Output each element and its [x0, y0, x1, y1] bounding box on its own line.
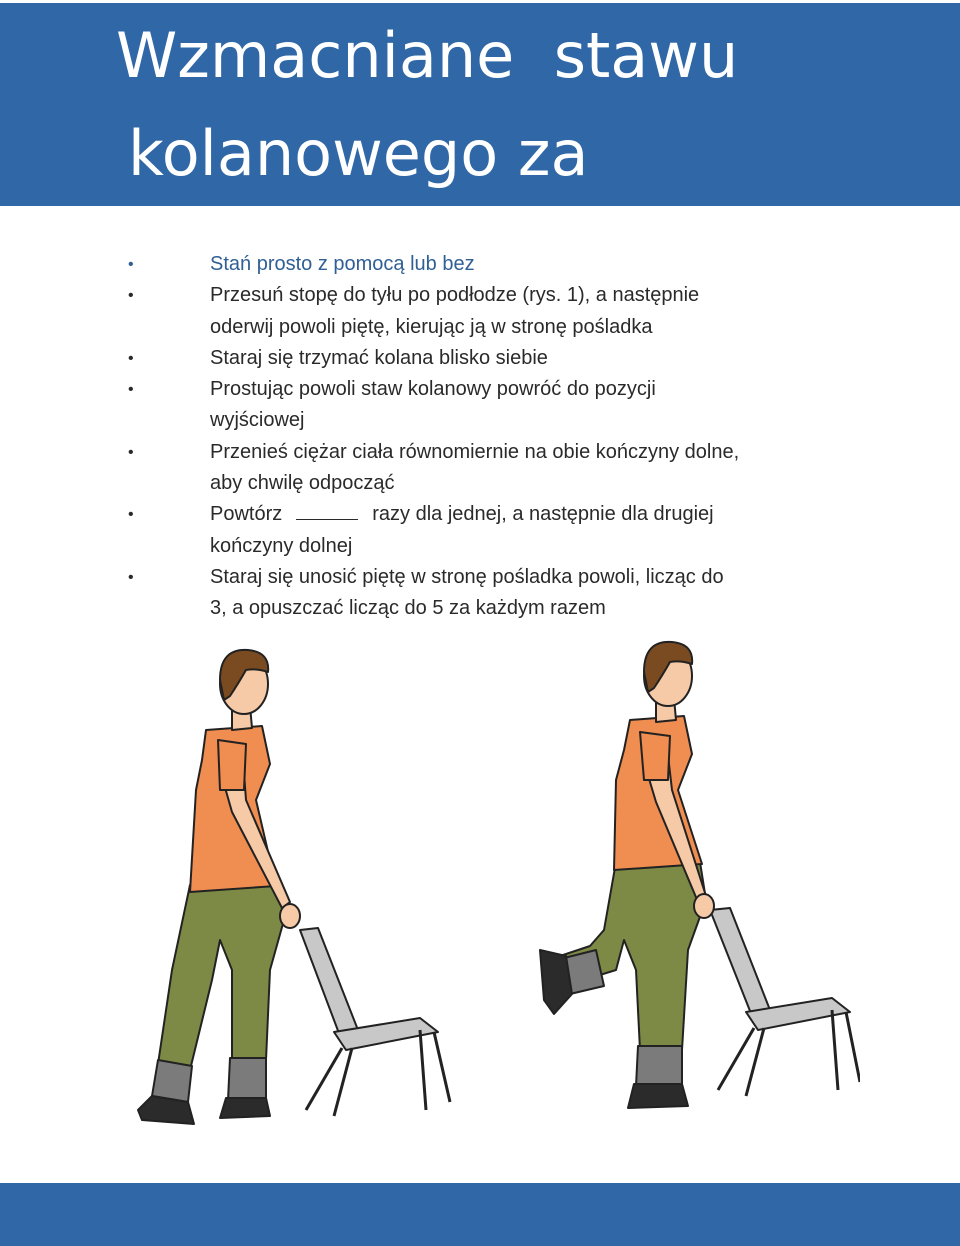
- bullet-icon: •: [128, 287, 134, 305]
- instruction-text: Przesuń stopę do tyłu po podłodze (rys. 1), a następnie: [210, 284, 700, 307]
- instruction-text: oderwij powoli piętę, kierując ją w stronę pośladka: [210, 315, 653, 338]
- instruction-list: [0, 249, 960, 625]
- bullet-icon: •: [128, 349, 134, 367]
- page-title-line-2: kolanowego za: [128, 117, 589, 190]
- instruction-text: kończyny dolnej: [210, 534, 353, 557]
- instruction-item: [0, 562, 960, 625]
- instruction-item: [0, 374, 960, 437]
- instruction-item: [0, 499, 960, 562]
- instruction-item: [0, 437, 960, 500]
- instruction-text: Staraj się unosić piętę w stronę pośladka powoli, licząc do: [210, 565, 724, 588]
- bullet-icon: •: [128, 506, 134, 524]
- instruction-text: Przenieś ciężar ciała równomiernie na obie kończyny dolne,: [210, 440, 740, 463]
- figure-heel-raise: [540, 642, 860, 1108]
- bullet-icon: •: [128, 381, 134, 399]
- repeat-label: Powtórz: [210, 503, 283, 526]
- instruction-text: aby chwilę odpocząć: [210, 472, 395, 495]
- instruction-item: [0, 280, 960, 343]
- chair-icon: [300, 928, 450, 1116]
- exercise-illustration: [120, 640, 860, 1150]
- bullet-icon: •: [128, 256, 134, 273]
- instruction-item: [0, 343, 960, 374]
- figure-standing: [138, 650, 450, 1124]
- instruction-text: [210, 499, 870, 530]
- bullet-icon: •: [128, 568, 134, 586]
- instruction-item: [0, 249, 960, 280]
- instruction-text: Prostując powoli staw kolanowy powróć do pozycji: [210, 378, 656, 401]
- repetitions-blank: [296, 501, 358, 520]
- instruction-text: 3, a opuszczać licząc do 5 za każdym razem: [210, 597, 606, 620]
- title-banner: [0, 3, 960, 206]
- repeat-suffix: razy dla jednej, a następnie dla drugiej: [372, 503, 714, 526]
- chair-icon: [710, 908, 860, 1096]
- instruction-text: Stań prosto z pomocą lub bez: [210, 253, 475, 275]
- bullet-icon: •: [128, 443, 134, 461]
- page-title-line-1: Wzmacniane stawu: [116, 19, 739, 92]
- footer-banner: [0, 1183, 960, 1246]
- instruction-text: Staraj się trzymać kolana blisko siebie: [210, 346, 548, 369]
- instruction-text: wyjściowej: [210, 409, 305, 432]
